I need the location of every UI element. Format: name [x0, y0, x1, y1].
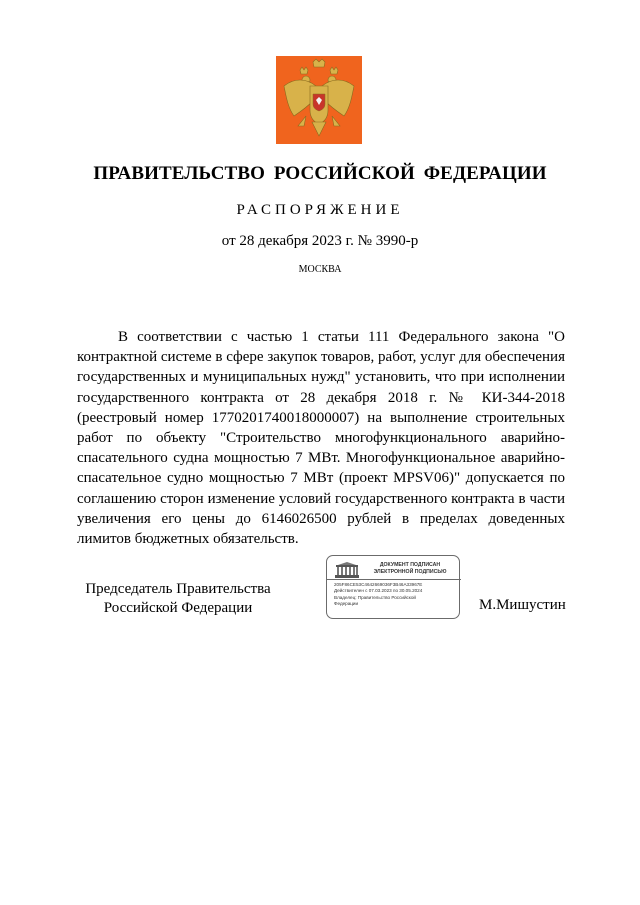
- document-type: РАСПОРЯЖЕНИЕ: [236, 202, 404, 218]
- document-date-number: от 28 декабря 2023 г. № 3990-р: [221, 233, 419, 249]
- electronic-signature-stamp: [326, 555, 460, 619]
- stamp-owner-line2: Федерации: [334, 600, 359, 606]
- signer-position: [78, 580, 278, 618]
- signer-position-line1: Председатель Правительства: [85, 581, 271, 597]
- document-city: МОСКВА: [298, 264, 342, 275]
- stamp-validity: Действителен с 07.03.2023 по 30.05.2024: [334, 588, 423, 594]
- stamp-owner-line1: Владелец: Правительство Российской: [334, 594, 416, 600]
- issuer-title: ПРАВИТЕЛЬСТВО РОССИЙСКОЙ ФЕДЕРАЦИИ: [93, 163, 547, 184]
- coat-of-arms-icon: [276, 56, 362, 144]
- government-building-icon: [335, 562, 359, 578]
- stamp-details: [334, 582, 458, 607]
- stamp-heading: ДОКУМЕНТ ПОДПИСАН ЭЛЕКТРОННОЙ ПОДПИСЬЮ: [373, 562, 447, 575]
- stamp-divider: [327, 579, 461, 580]
- order-text: В соответствии с частью 1 статьи 111 Федерального закона "О контрактной системе в сфере закупок товаров, работ, услуг для обеспечения государственных и муниципальных нужд" установить, что при исполнении государственного контракта от 28 декабря 2018 г. № КИ-344-2018 (реестровый номер 1770201740018000007) на выполнение строительных работ по объекту "Строительство многофункционального аварийно-спасательного судна мощностью 7 МВт. Многофункциональное аварийно-спасательное судно мощностью 7 МВт (проект MPSV06)" допускается по соглашению сторон изменение условий государственного контракта в части увеличения его цены до 6146026500 рублей в пределах доведенных лимитов бюджетных обязательств.: [77, 329, 565, 548]
- stamp-certificate: 205F86CE53C4642669036F3B46A33967E: [334, 582, 423, 587]
- signer-name: М.Мишустин: [479, 597, 566, 613]
- signer-position-line2: Российской Федерации: [103, 600, 253, 616]
